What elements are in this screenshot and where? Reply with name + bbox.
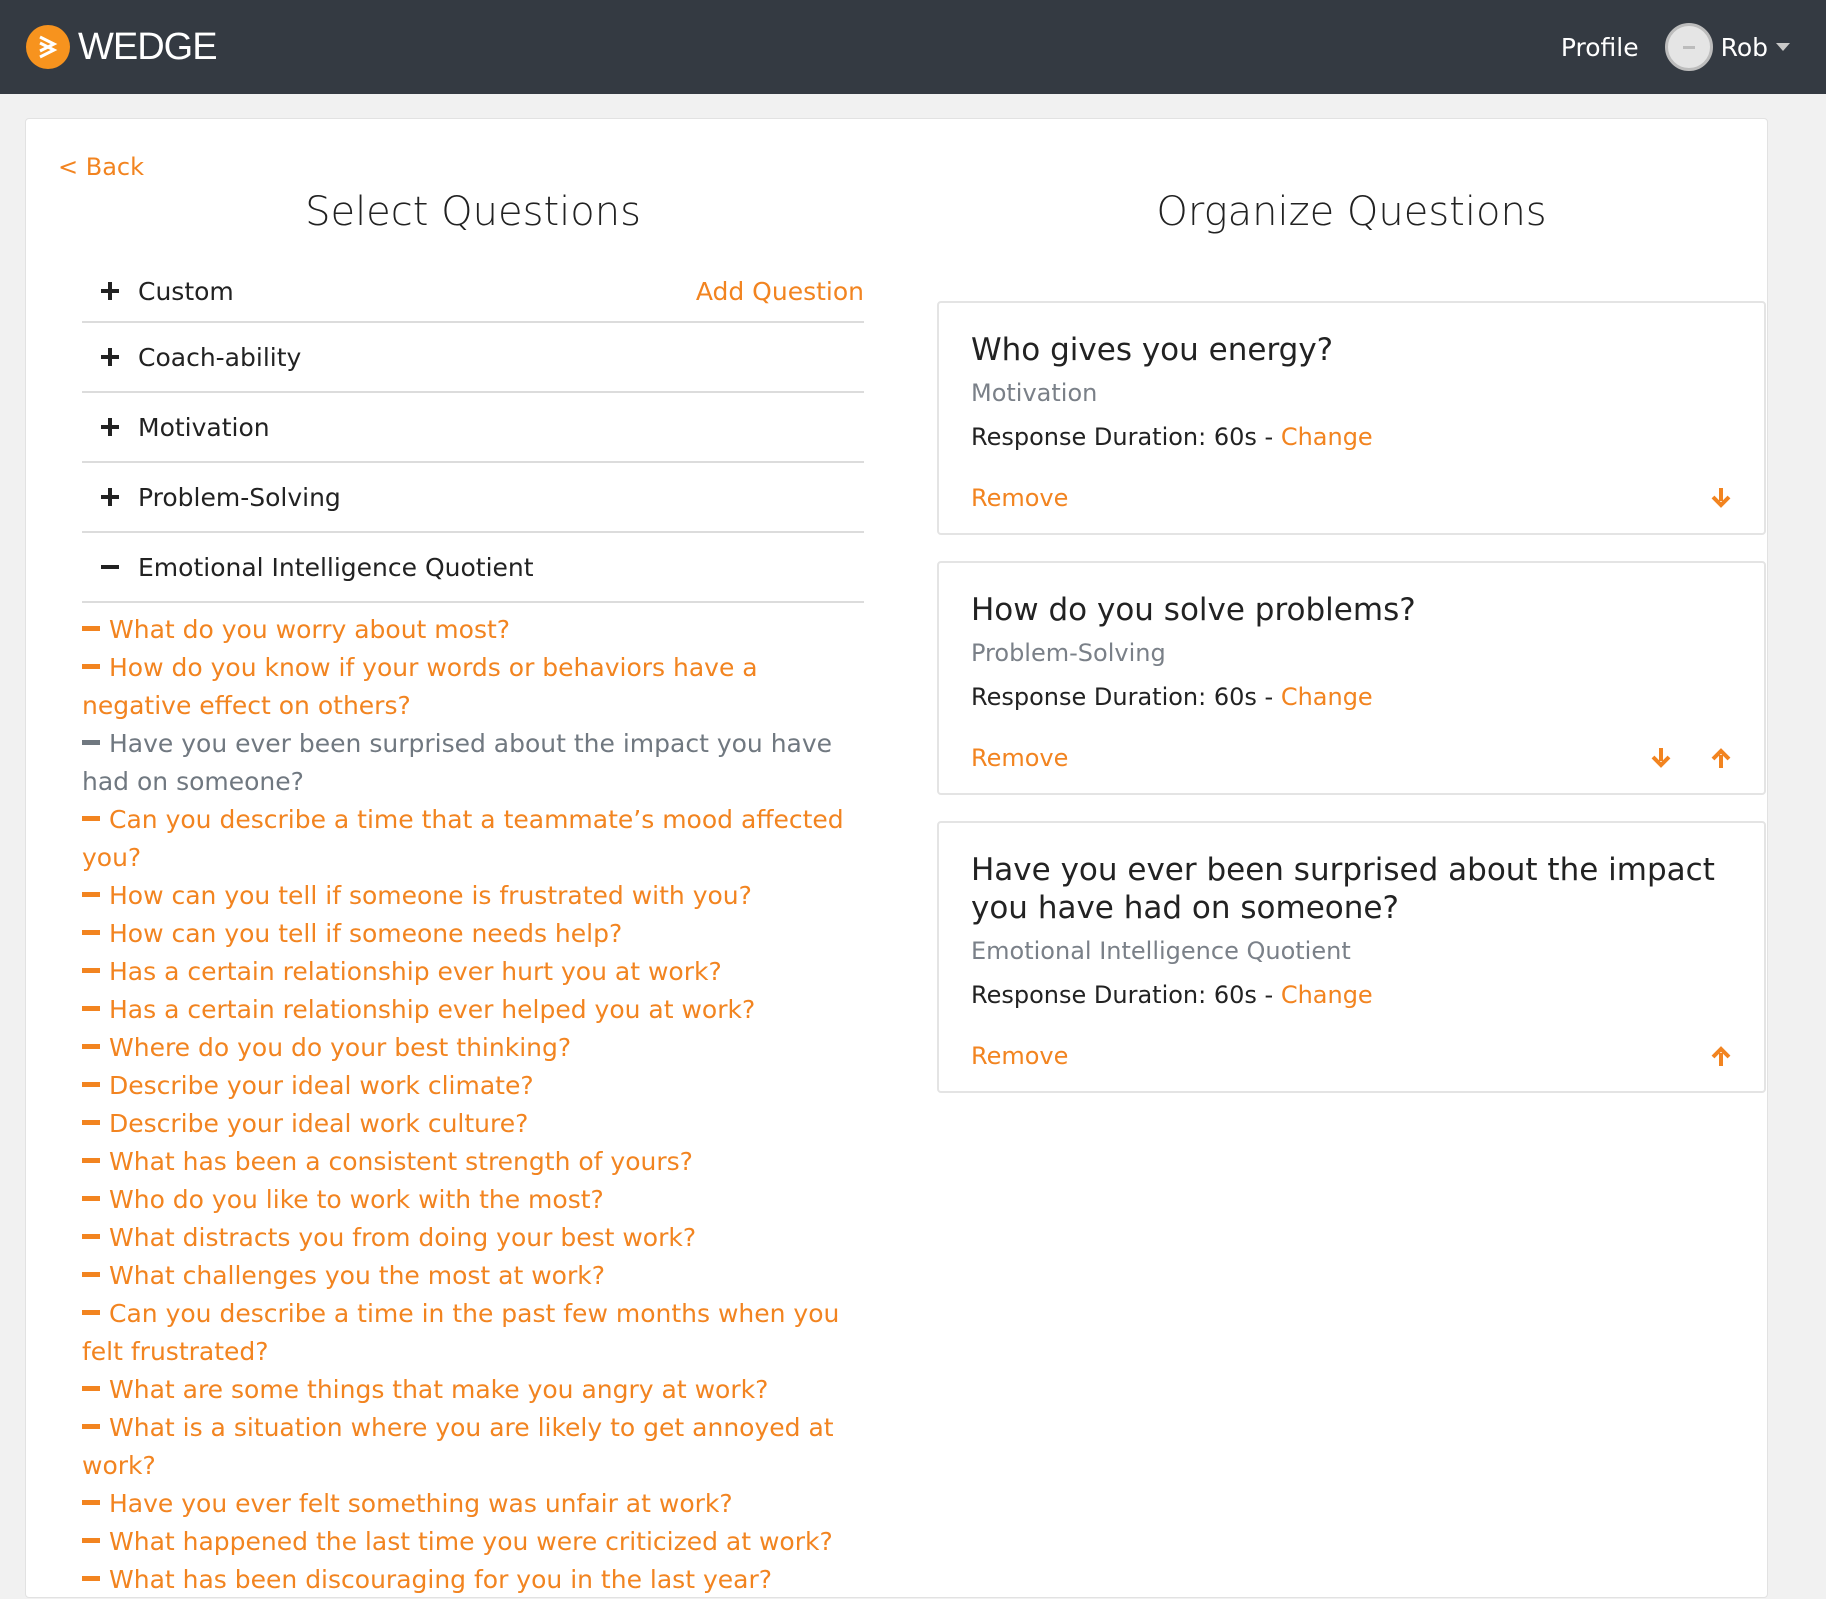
question-text: How can you tell if someone needs help? [109,919,623,948]
plus-icon [82,487,138,507]
minus-icon [82,1234,100,1239]
remove-button[interactable]: Remove [971,484,1069,512]
response-duration [971,423,1732,451]
minus-icon [82,664,100,669]
minus-icon [82,626,100,631]
minus-icon [82,1538,100,1543]
category-label: Motivation [138,412,270,442]
main-card [25,118,1768,1598]
reorder-controls [1672,1045,1732,1067]
select-questions-panel [82,189,864,1599]
question-text: Can you describe a time that a teammate’s mood affected you? [82,805,844,872]
category-row[interactable] [82,393,864,463]
question-item[interactable] [82,611,864,649]
question-item[interactable] [82,1105,864,1143]
question-item[interactable] [82,1257,864,1295]
arrow-down-icon[interactable] [1710,487,1732,509]
response-duration-text: Response Duration: 60s - [971,423,1281,451]
brand-name: WEDGE [78,25,217,68]
question-item[interactable] [82,915,864,953]
question-title: Have you ever been surprised about the impact you have had on someone? [971,852,1715,926]
question-text: Have you ever felt something was unfair at work? [109,1489,733,1518]
category-row[interactable] [82,323,864,393]
question-item[interactable] [82,877,864,915]
card-footer [971,1041,1732,1071]
minus-icon [82,1386,100,1391]
plus-icon [82,347,138,367]
minus-icon [82,557,138,577]
response-duration-text: Response Duration: 60s - [971,981,1281,1009]
question-item[interactable] [82,1181,864,1219]
question-text: What challenges you the most at work? [109,1261,605,1290]
category-label: Emotional Intelligence Quotient [138,552,534,582]
question-text: How do you know if your words or behaviors have a negative effect on others? [82,653,758,720]
question-text: Has a certain relationship ever helped you at work? [109,995,756,1024]
question-title: How do you solve problems? [971,592,1416,628]
question-category: Motivation [971,379,1098,407]
minus-icon [82,968,100,973]
select-questions-title: Select Questions [305,189,641,235]
reorder-controls [1672,487,1732,509]
minus-icon [82,1120,100,1125]
minus-icon [82,740,100,745]
caret-down-icon [1776,43,1790,51]
category-label: Coach-ability [138,342,302,372]
change-duration-link[interactable]: Change [1280,423,1373,451]
top-navbar [0,0,1826,94]
question-item[interactable] [82,1219,864,1257]
minus-icon [82,892,100,897]
change-duration-link[interactable]: Change [1280,981,1373,1009]
nav-right [1561,23,1790,71]
question-category: Emotional Intelligence Quotient [971,937,1351,965]
arrow-up-icon[interactable] [1710,747,1732,769]
question-item[interactable] [82,725,864,801]
remove-button[interactable]: Remove [971,1042,1069,1070]
question-text: Describe your ideal work culture? [109,1109,529,1138]
question-text: Who do you like to work with the most? [109,1185,604,1214]
question-item[interactable] [82,1029,864,1067]
question-item[interactable] [82,953,864,991]
question-text: What are some things that make you angry at work? [109,1375,769,1404]
question-text: Have you ever been surprised about the impact you have had on someone? [82,729,833,796]
card-footer [971,743,1732,773]
minus-icon [82,1082,100,1087]
category-list [82,261,864,603]
question-category: Problem-Solving [971,639,1166,667]
question-item[interactable] [82,1067,864,1105]
remove-button[interactable]: Remove [971,744,1069,772]
question-text: Can you describe a time in the past few months when you felt frustrated? [82,1299,840,1366]
minus-icon [82,1424,100,1429]
question-text: Describe your ideal work climate? [109,1071,534,1100]
minus-icon [82,816,100,821]
minus-icon [82,1310,100,1315]
minus-icon [82,1500,100,1505]
username: Rob [1720,32,1768,62]
minus-icon [82,1006,100,1011]
organized-question-card [937,301,1766,535]
question-item[interactable] [82,801,864,877]
question-list [82,611,864,1599]
wedge-logo-icon [26,25,70,69]
minus-icon [82,930,100,935]
brand[interactable] [26,25,217,69]
question-text: What distracts you from doing your best work? [109,1223,697,1252]
change-duration-link[interactable]: Change [1280,683,1373,711]
response-duration-text: Response Duration: 60s - [971,683,1281,711]
question-item[interactable] [82,1409,864,1485]
question-text: How can you tell if someone is frustrated with you? [109,881,752,910]
arrow-up-icon[interactable] [1710,1045,1732,1067]
category-label: Custom [138,276,234,306]
question-text: What do you worry about most? [109,615,511,644]
card-footer [971,483,1732,513]
organized-question-list [937,301,1766,1093]
add-question-button[interactable]: Add Question [695,276,864,306]
minus-icon [82,1158,100,1163]
reorder-controls [1612,747,1732,769]
response-duration [971,981,1732,1009]
arrow-down-icon[interactable] [1650,747,1672,769]
question-item[interactable] [82,1295,864,1371]
avatar [1665,23,1713,71]
plus-icon [82,417,138,437]
minus-icon [82,1576,100,1581]
profile-link[interactable]: Profile [1560,32,1639,62]
question-text: What has been a consistent strength of yours? [109,1147,693,1176]
question-item[interactable] [82,1143,864,1181]
category-row[interactable] [82,463,864,533]
back-link[interactable]: < Back [58,153,145,181]
plus-icon [82,281,138,301]
category-label: Problem-Solving [138,482,341,512]
category-row[interactable] [82,261,864,323]
minus-icon [82,1196,100,1201]
question-text: Where do you do your best thinking? [109,1033,572,1062]
minus-icon [82,1272,100,1277]
user-menu[interactable] [1665,23,1790,71]
question-item[interactable] [82,1371,864,1409]
organize-questions-title: Organize Questions [1156,189,1547,235]
organized-question-card [937,561,1766,795]
question-item[interactable] [82,1523,864,1561]
question-text: What happened the last time you were criticized at work? [109,1527,833,1556]
organize-questions-panel [937,189,1766,1119]
question-item[interactable] [82,1561,864,1599]
question-text: What is a situation where you are likely to get annoyed at work? [82,1413,834,1480]
question-text: What has been discouraging for you in the last year? [109,1565,772,1594]
question-item[interactable] [82,1485,864,1523]
question-title: Who gives you energy? [971,332,1334,368]
question-item[interactable] [82,649,864,725]
question-text: Has a certain relationship ever hurt you at work? [109,957,722,986]
category-row[interactable] [82,533,864,603]
minus-icon [82,1044,100,1049]
question-item[interactable] [82,991,864,1029]
organized-question-card [937,821,1766,1093]
response-duration [971,683,1732,711]
